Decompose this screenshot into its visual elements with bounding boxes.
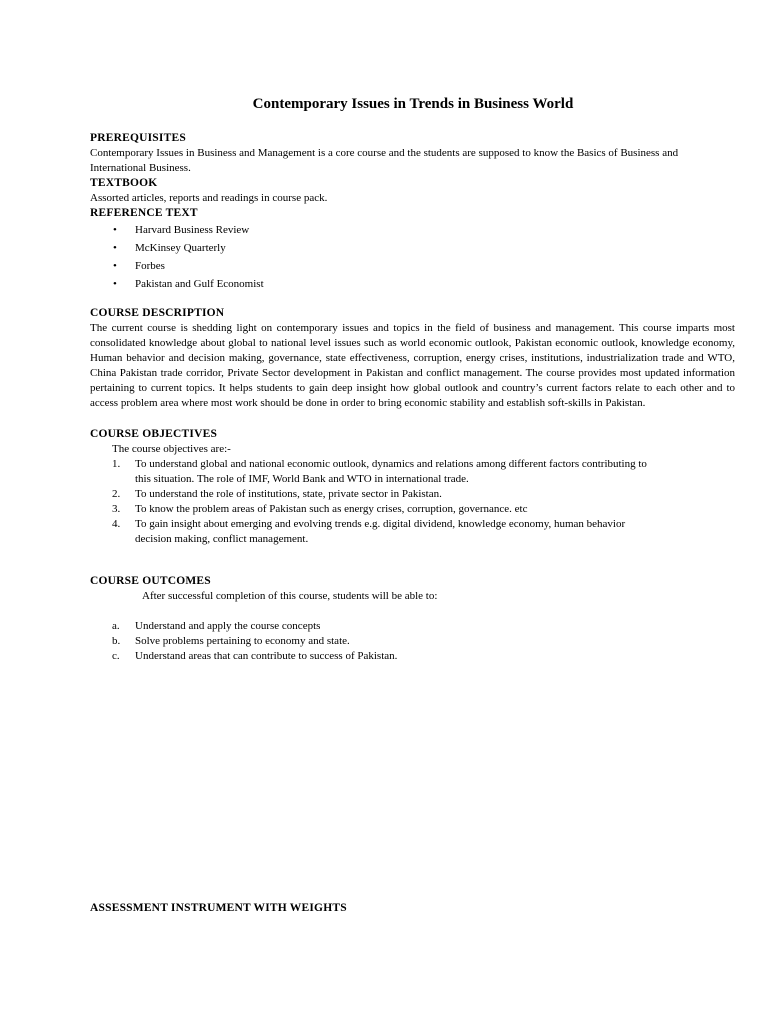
bullet-icon: • [113,224,117,236]
outcome-text: Understand areas that can contribute to success of Pakistan. [135,650,398,662]
prerequisites-heading: PREREQUISITES [90,132,186,144]
objective-text: To understand global and national economic outlook, dynamics and relations among different factors contributing to this situation. The role of IMF, World Bank and WTO in international trade. [135,458,647,485]
objectives-list [90,457,660,547]
item-number: 4. [112,518,121,530]
prerequisites-section [90,131,735,176]
assessment-heading: ASSESSMENT INSTRUMENT WITH WEIGHTS [90,902,347,914]
course-objectives-intro: The course objectives are:- [112,443,231,455]
item-number: 1. [112,458,121,470]
course-description-section [90,306,735,411]
course-objectives-heading: COURSE OBJECTIVES [90,428,218,440]
outcome-text: Understand and apply the course concepts [135,620,321,632]
item-number: 3. [112,503,121,515]
list-item [90,457,660,487]
course-outcomes-section [90,574,735,664]
prerequisites-text: Contemporary Issues in Business and Management is a core course and the students are supposed to know the Basics of Business and International Business. [90,147,679,174]
item-letter: b. [112,635,121,647]
list-item [90,502,660,517]
reference-item-label: McKinsey Quarterly [135,242,226,254]
outcomes-list [90,619,735,664]
course-description-heading: COURSE DESCRIPTION [90,307,225,319]
list-item [90,239,735,257]
assessment-section [90,901,735,916]
course-objectives-section [90,427,735,547]
bullet-icon: • [113,260,117,272]
bullet-icon: • [113,278,117,290]
course-outcomes-heading: COURSE OUTCOMES [90,575,211,587]
list-item [90,619,735,634]
list-item [90,649,735,664]
list-item [90,487,660,502]
reference-item-label: Pakistan and Gulf Economist [135,278,264,290]
reference-text-section [90,206,735,293]
reference-item-label: Harvard Business Review [135,224,250,236]
reference-text-heading: REFERENCE TEXT [90,207,198,219]
reference-list [90,221,735,293]
course-description-text: The current course is shedding light on contemporary issues and topics in the field of business and management. This course imparts most consolidated knowledge about global to national level issues such as world economic outlook, Pakistan economic outlook, knowledge economy, Human behavior and decision making, governance, state effectiveness, corruption, energy crises, institutions, industrialization trade and WTO, China Pakistan trade corridor, Private Sector development in Pakistan and conflict management. The course provides most updated information pertaining to current topics. It helps students to gain deep insight how global outlook and country’s current factors relate to each other and to access problem area where most work should be done in order to bring economic stability and establish soft-skills in Pakistan. [90,322,735,409]
objective-text: To gain insight about emerging and evolving trends e.g. digital dividend, knowledge economy, human behavior decision making, conflict management. [135,518,626,545]
list-item [90,275,735,293]
list-item [90,517,660,547]
item-number: 2. [112,488,121,500]
outcome-text: Solve problems pertaining to economy and state. [135,635,350,647]
item-letter: c. [112,650,120,662]
reference-item-label: Forbes [135,260,165,272]
textbook-text: Assorted articles, reports and readings in course pack. [90,192,328,204]
item-letter: a. [112,620,120,632]
list-item [90,221,735,239]
course-outcomes-intro: After successful completion of this course, students will be able to: [142,590,438,602]
list-item [90,634,735,649]
bullet-icon: • [113,242,117,254]
objective-text: To know the problem areas of Pakistan such as energy crises, corruption, governance. etc [135,503,528,515]
list-item [90,257,735,275]
textbook-section [90,176,735,206]
document-title: Contemporary Issues in Trends in Business World [252,96,574,112]
objective-text: To understand the role of institutions, state, private sector in Pakistan. [135,488,442,500]
textbook-heading: TEXTBOOK [90,177,158,189]
